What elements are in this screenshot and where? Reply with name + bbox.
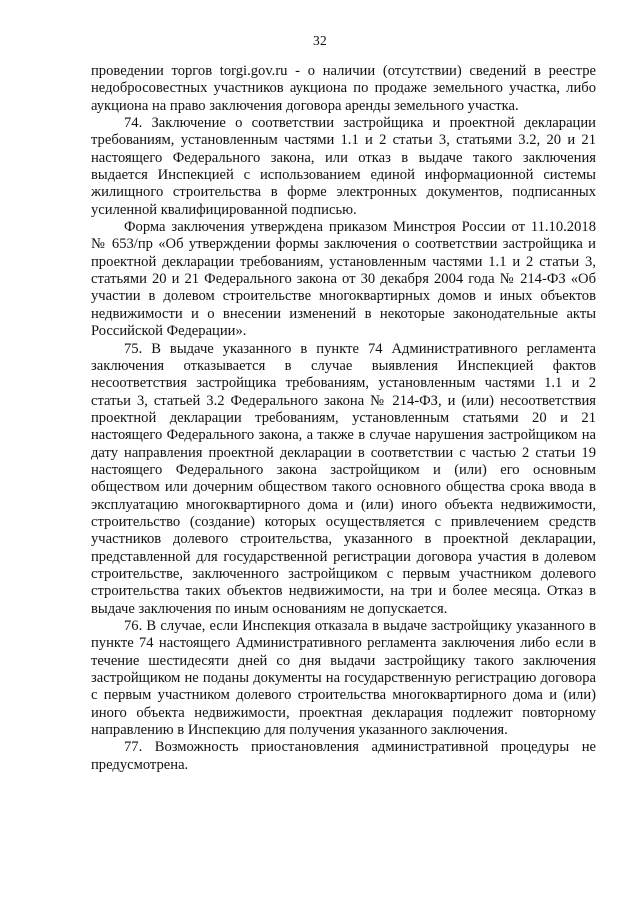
paragraph-form-approval: Форма заключения утверждена приказом Минстроя России от 11.10.2018 № 653/пр «Об утверждении формы заключения о соответствии застройщика и проектной декларации требованиям, установленным частями 1.1 и 2 статьи 3, статьями 20 и 21 Федерального закона от 30 декабря 2004 года № 214-ФЗ «Об участии в долевом строительстве многоквартирных домов и иных объектов недвижимости и о внесении изменений в некоторые законодательные акты Российской Федерации». [91,219,596,340]
page-number: 32 [312,33,328,48]
paragraph-77: 77. Возможность приостановления административной процедуры не предусмотрена. [91,739,596,773]
paragraph-75: 75. В выдаче указанного в пункте 74 Административного регламента заключения отказывается в случае выявления Инспекцией фактов несоответствия застройщика требованиям, установленным частями 1.1 и 2 статьи 3, статьей 3.2 Федерального закона № 214-ФЗ, и (или) несоответствия проектной декларации требованиям, установленным статьями 20 и 21 настоящего Федерального закона, а также в случае нарушения застройщиком на дату направления проектной декларации в соответствии с частью 2 статьи 19 настоящего Федерального закона застройщиком и (или) его основным обществом или дочерним обществом такого основного общества срока ввода в эксплуатацию многоквартирного дома и (или) иного объекта недвижимости, строительство (создание) которых осуществляется с привлечением средств участников долевого строительства, указанного в проектной декларации, представленной для государственной регистрации договора участия в долевом строительстве, заключенного застройщиком с первым участником долевого строительства таких объектов недвижимости, на три и более месяца. Отказ в выдаче заключения по иным основаниям не допускается. [91,340,596,617]
paragraph-74: 74. Заключение о соответствии застройщика и проектной декларации требованиям, установленным частями 1.1 и 2 статьи 3, статьями 3.2, 20 и 21 настоящего Федерального закона, или отказ в выдаче такого заключения выдается Инспекцией с использованием единой информационной системы жилищного строительства в форме электронных документов, подписанных усиленной квалифицированной подписью. [91,115,596,218]
paragraph-76: 76. В случае, если Инспекция отказала в выдаче застройщику указанного в пункте 74 настоящего Административного регламента заключения либо если в течение шестидесяти дней со дня выдачи застройщику такого заключения застройщиком не поданы документы на государственную регистрацию договора с первым участником долевого строительства многоквартирного дома и (или) иного объекта недвижимости, проектная декларация подлежит повторному направлению в Инспекцию для получения указанного заключения. [91,618,596,739]
document-body [91,63,596,774]
paragraph-continuation: проведении торгов torgi.gov.ru - о наличии (отсутствии) сведений в реестре недобросовестных участников аукциона по продаже земельного участка, либо аукциона на право заключения договора аренды земельного участка. [91,63,596,114]
